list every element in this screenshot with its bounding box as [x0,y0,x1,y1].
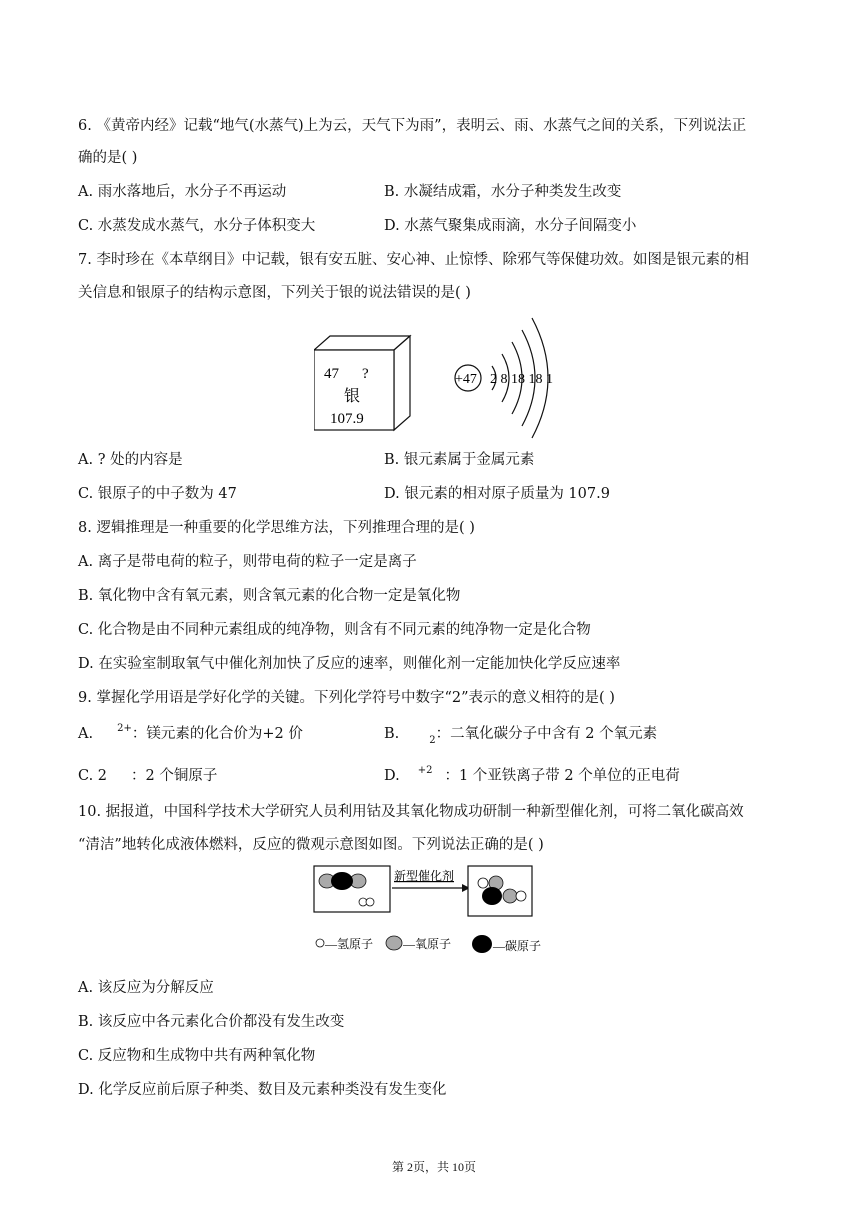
legend-oxygen-icon [386,936,402,950]
q10-stem-line2: “清洁”地转化成液体燃料，反应的微观示意图如图。下列说法正确的是( ) [78,837,544,853]
q9-a-label: A. [78,726,94,742]
nucleus-charge: +47 [455,372,477,387]
q9-b-subscript: 2 [429,735,436,746]
q9-c-text: ：2 个铜原子 [131,768,218,784]
element-number: 47 [324,366,339,382]
element-mass: 107.9 [330,411,364,427]
q9-b-label: B. [384,726,400,742]
page-footer: 第 2页，共 10页 [391,1160,476,1174]
q7-option-b: B. 银元素属于金属元素 [384,452,535,468]
q9-d-superscript: +2 [417,765,433,776]
legend-carbon: —碳原子 [493,939,542,953]
q9-c-label: C. 2 [78,768,108,784]
q10-option-d: D. 化学反应前后原子种类、数目及元素种类没有发生变化 [78,1082,447,1098]
q6-option-c: C. 水蒸发成水蒸气，水分子体积变大 [78,218,316,234]
q8-option-b: B. 氧化物中含有氧元素，则含氧元素的化合物一定是氧化物 [78,588,461,604]
q7-stem-line1: 7. 李时珍在《本草纲目》中记载，银有安五脏、安心神、止惊悸、除邪气等保健功效。如图是银元素的相 [78,252,749,268]
q9-option-d [384,766,680,788]
q9-option-c [78,766,217,786]
q10-option-b: B. 该反应中各元素化合价都没有发生改变 [78,1014,345,1030]
q9-option-b [384,724,657,746]
hydrogen-atom [478,878,488,888]
q8-option-a: A. 离子是带电荷的粒子，则带电荷的粒子一定是离子 [78,554,417,570]
q10-option-a: A. 该反应为分解反应 [78,980,214,996]
reaction-micro-diagram [310,864,570,960]
element-name: 银 [344,388,361,405]
q7-option-d: D. 银元素的相对原子质量为 107.9 [384,486,610,502]
q6-option-a: A. 雨水落地后，水分子不再运动 [78,184,287,200]
q8-stem: 8. 逻辑推理是一种重要的化学思维方法，下列推理合理的是( ) [78,520,475,536]
q7-option-a: A. ? 处的内容是 [78,452,183,468]
electron-shells: 2 8 18 18 1 [490,372,553,387]
q9-d-label: D. [384,768,400,784]
q9-option-a [78,724,303,746]
hydrogen-atom [366,898,374,906]
hydrogen-atom [516,891,526,901]
q7-option-c: C. 银原子的中子数为 47 [78,486,237,502]
q9-d-text: ：1 个亚铁离子带 2 个单位的正电荷 [444,768,680,784]
q6-option-d: D. 水蒸气聚集成雨滴，水分子间隔变小 [384,218,637,234]
q9-b-text: ：二氧化碳分子中含有 2 个氧元素 [435,726,658,742]
q6-option-b: B. 水凝结成霜，水分子种类发生改变 [384,184,622,200]
legend-hydrogen: —氢原子 [325,937,374,951]
q9-stem: 9. 掌握化学用语是学好化学的关键。下列化学符号中数字“2”表示的意义相符的是( ) [78,690,615,706]
legend-carbon-icon [472,935,492,953]
oxygen-atom [503,889,517,903]
q6-stem-line1: 6. 《黄帝内经》记载“地气(水蒸气)上为云，天气下为雨”，表明云、雨、水蒸气之间的关系，下列说法正 [78,118,747,134]
carbon-atom [482,887,502,905]
q9-a-superscript: 2+ [117,723,132,734]
legend-oxygen: —氧原子 [403,937,452,951]
q10-stem-line1: 10. 据报道，中国科学技术大学研究人员利用钴及其氧化物成功研制一种新型催化剂，可将二氧化碳高效 [78,804,744,820]
catalyst-label: 新型催化剂 [394,869,455,883]
carbon-atom [331,872,353,890]
silver-atom-structure-diagram [448,312,568,444]
element-symbol: ? [362,366,369,382]
q8-option-d: D. 在实验室制取氧气中催化剂加快了反应的速率，则催化剂一定能加快化学反应速率 [78,656,621,672]
q9-a-text: ：镁元素的化合价为+2 价 [131,726,303,742]
q10-option-c: C. 反应物和生成物中共有两种氧化物 [78,1048,316,1064]
q6-stem-line2: 确的是( ) [78,150,138,166]
silver-element-card [314,334,414,434]
q8-option-c: C. 化合物是由不同种元素组成的纯净物，则含有不同元素的纯净物一定是化合物 [78,622,591,638]
q7-stem-line2: 关信息和银原子的结构示意图，下列关于银的说法错误的是( ) [78,285,471,301]
legend-hydrogen-icon [316,939,324,947]
